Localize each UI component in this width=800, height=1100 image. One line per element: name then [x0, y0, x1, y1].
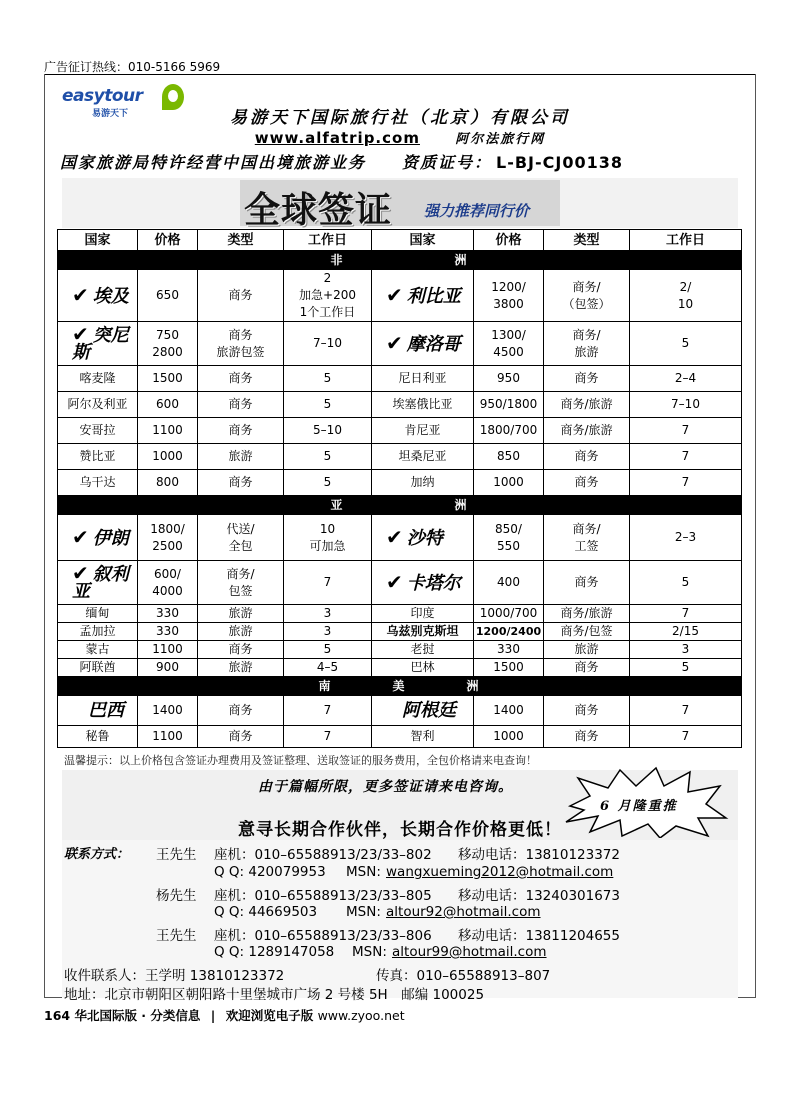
- contact-msn-link[interactable]: altour92@hotmail.com: [386, 904, 541, 920]
- footer-divider: |: [210, 1008, 216, 1023]
- table-cell: 2–3: [630, 515, 742, 561]
- table-cell: 肯尼亚: [372, 418, 474, 444]
- table-cell: 850/ 550: [474, 515, 544, 561]
- table-cell: 1000: [138, 444, 198, 470]
- table-cell: 商务: [544, 444, 630, 470]
- contact-mobile: 移动电话：13240301673: [458, 888, 620, 904]
- contact-landline: 座机：010–65588913/23/33–805: [214, 888, 432, 904]
- table-cell: 商务: [198, 392, 284, 418]
- check-icon: ✔: [386, 282, 403, 307]
- table-cell: 1500: [138, 366, 198, 392]
- country-cell: ✔ 叙利亚: [58, 561, 138, 605]
- table-cell: 750 2800: [138, 322, 198, 366]
- contact-msn-label: MSN:: [352, 944, 387, 960]
- table-cell: 1100: [138, 726, 198, 748]
- table-cell: 商务: [198, 726, 284, 748]
- table-cell: 1000: [474, 470, 544, 496]
- table-cell: 商务: [198, 470, 284, 496]
- country-cell: ✔ 沙特: [372, 515, 474, 561]
- table-cell: 7: [630, 444, 742, 470]
- check-icon: ✔: [72, 282, 89, 307]
- check-icon: ✔: [72, 524, 89, 549]
- banner-subtitle: 强力推荐同行价: [424, 202, 530, 220]
- table-cell: 商务: [198, 418, 284, 444]
- page-number: 164: [44, 1008, 71, 1023]
- table-cell: 1800/ 2500: [138, 515, 198, 561]
- table-cell: 330: [138, 623, 198, 641]
- table-cell: 7: [284, 561, 372, 605]
- check-icon: ✔: [72, 322, 89, 346]
- table-cell: 650: [138, 270, 198, 322]
- contact-msn-label: MSN:: [346, 904, 381, 920]
- contact-landline: 座机：010–65588913/23/33–806: [214, 928, 432, 944]
- table-cell: 商务/旅游: [544, 418, 630, 444]
- table-cell: 330: [138, 605, 198, 623]
- promo-burst-text: 6 月隆重推: [600, 799, 678, 814]
- fax-number: 传真：010–65588913–807: [376, 968, 551, 984]
- table-cell: 商务/ 包签: [198, 561, 284, 605]
- table-cell: 1000: [474, 726, 544, 748]
- table-cell: 商务: [544, 726, 630, 748]
- website-link[interactable]: www.alfatrip.com: [254, 129, 420, 147]
- country-cell: ✔ 卡塔尔: [372, 561, 474, 605]
- table-cell: 商务/旅游: [544, 605, 630, 623]
- alt-site-name: 阿尔法旅行网: [455, 132, 546, 147]
- table-cell: 赞比亚: [58, 444, 138, 470]
- table-cell: 1200/2400: [474, 623, 544, 641]
- footer-section: 华北国际版 · 分类信息: [74, 1008, 201, 1023]
- table-cell: 5: [284, 366, 372, 392]
- table-cell: 坦桑尼亚: [372, 444, 474, 470]
- contact-msn-link[interactable]: altour99@hotmail.com: [392, 944, 547, 960]
- contact-qq: Q Q: 1289147058: [214, 944, 335, 960]
- table-cell: 安哥拉: [58, 418, 138, 444]
- col-header: 类型: [198, 230, 284, 251]
- table-cell: 1100: [138, 418, 198, 444]
- license-text: 国家旅游局特许经营中国出境旅游业务 资质证号：: [60, 153, 493, 172]
- table-cell: 商务/ 旅游: [544, 322, 630, 366]
- more-info-note: 由于篇幅所限，更多签证请来电咨询。: [258, 779, 513, 795]
- table-cell: 600: [138, 392, 198, 418]
- table-cell: 埃塞俄比亚: [372, 392, 474, 418]
- table-cell: 1500: [474, 659, 544, 677]
- table-cell: 商务: [198, 641, 284, 659]
- contact-msn-label: MSN:: [346, 864, 381, 880]
- contact-msn-link[interactable]: wangxueming2012@hotmail.com: [386, 864, 614, 880]
- contact-name: 王先生: [156, 928, 197, 944]
- col-header: 工作日: [284, 230, 372, 251]
- check-icon: ✔: [386, 330, 403, 355]
- table-cell: 1100: [138, 641, 198, 659]
- table-cell: 7: [284, 696, 372, 726]
- table-cell: 商务/包签: [544, 623, 630, 641]
- table-cell: 商务: [198, 696, 284, 726]
- country-cell: ✔ 伊朗: [58, 515, 138, 561]
- contact-label: 联系方式：: [64, 847, 130, 862]
- table-cell: 孟加拉: [58, 623, 138, 641]
- table-cell: 秘鲁: [58, 726, 138, 748]
- table-cell: 3: [284, 623, 372, 641]
- table-cell: 7–10: [284, 322, 372, 366]
- table-cell: 2/15: [630, 623, 742, 641]
- table-row: [58, 515, 742, 561]
- table-cell: 智利: [372, 726, 474, 748]
- table-cell: 乌兹别克斯坦: [372, 623, 474, 641]
- table-cell: 4–5: [284, 659, 372, 677]
- table-cell: 加纳: [372, 470, 474, 496]
- col-header: 工作日: [630, 230, 742, 251]
- contact-name: 杨先生: [156, 888, 197, 904]
- table-row: [58, 366, 742, 392]
- table-row: [58, 641, 742, 659]
- table-cell: 1200/ 3800: [474, 270, 544, 322]
- table-cell: 1400: [138, 696, 198, 726]
- country-cell: ✔ 埃及: [58, 270, 138, 322]
- table-cell: 商务: [198, 270, 284, 322]
- table-cell: 7: [630, 696, 742, 726]
- table-cell: 950/1800: [474, 392, 544, 418]
- region-row-africa: [58, 251, 742, 270]
- table-row: [58, 726, 742, 748]
- contact-qq: Q Q: 420079953: [214, 864, 326, 880]
- table-cell: 2 加急+200 1个工作日: [284, 270, 372, 322]
- license-number: L-BJ-CJ00138: [496, 153, 623, 172]
- banner-title: 全球签证: [244, 190, 393, 231]
- table-cell: 南 美 洲: [58, 677, 742, 696]
- table-cell: 蒙古: [58, 641, 138, 659]
- table-cell: 商务: [544, 659, 630, 677]
- table-row: [58, 623, 742, 641]
- table-cell: 330: [474, 641, 544, 659]
- table-cell: 乌干达: [58, 470, 138, 496]
- logo-brand: easytour: [62, 86, 143, 106]
- table-cell: 商务/ （包签）: [544, 270, 630, 322]
- table-cell: 7: [630, 605, 742, 623]
- col-header: 国家: [58, 230, 138, 251]
- table-cell: 800: [138, 470, 198, 496]
- table-cell: 旅游: [198, 605, 284, 623]
- table-cell: 商务: [544, 366, 630, 392]
- table-cell: 旅游: [198, 659, 284, 677]
- table-cell: 1400: [474, 696, 544, 726]
- table-cell: 5–10: [284, 418, 372, 444]
- table-cell: 旅游: [544, 641, 630, 659]
- table-cell: 巴林: [372, 659, 474, 677]
- contact-landline: 座机：010–65588913/23/33–802: [214, 847, 432, 863]
- table-cell: 2–4: [630, 366, 742, 392]
- table-row: [58, 696, 742, 726]
- table-row: [58, 270, 742, 322]
- col-header: 价格: [474, 230, 544, 251]
- table-cell: 1300/ 4500: [474, 322, 544, 366]
- table-cell: 商务 旅游包签: [198, 322, 284, 366]
- table-cell: 5: [284, 392, 372, 418]
- table-cell: 400: [474, 561, 544, 605]
- table-row: [58, 470, 742, 496]
- table-cell: 5: [630, 659, 742, 677]
- check-icon: ✔: [386, 524, 403, 549]
- table-row: [58, 444, 742, 470]
- table-row: [58, 561, 742, 605]
- table-cell: 5: [284, 641, 372, 659]
- table-cell: 商务/旅游: [544, 392, 630, 418]
- table-cell: 2/ 10: [630, 270, 742, 322]
- region-row-asia: [58, 496, 742, 515]
- table-cell: 阿尔及利亚: [58, 392, 138, 418]
- country-cell: ✔ 利比亚: [372, 270, 474, 322]
- footer-url-link[interactable]: www.zyoo.net: [317, 1008, 405, 1023]
- website-row: [0, 128, 800, 147]
- table-cell: 喀麦隆: [58, 366, 138, 392]
- table-cell: 旅游: [198, 623, 284, 641]
- visa-price-table: [57, 229, 742, 748]
- check-icon: ✔: [72, 561, 89, 585]
- table-cell: 1800/700: [474, 418, 544, 444]
- table-cell: 1000/700: [474, 605, 544, 623]
- col-header: 价格: [138, 230, 198, 251]
- table-row: [58, 418, 742, 444]
- table-cell: 商务: [198, 366, 284, 392]
- table-cell: 尼日利亚: [372, 366, 474, 392]
- table-cell: 5: [630, 561, 742, 605]
- ad-hotline: 广告征订热线：010-5166 5969: [44, 60, 221, 74]
- contact-name: 王先生: [156, 847, 197, 863]
- company-name: 易游天下国际旅行社（北京）有限公司: [230, 108, 570, 128]
- table-cell: 10 可加急: [284, 515, 372, 561]
- postal-address: 地址：北京市朝阳区朝阳路十里堡城市广场 2 号楼 5H 邮编 100025: [64, 987, 485, 1003]
- table-cell: 非 洲: [58, 251, 742, 270]
- table-cell: 缅甸: [58, 605, 138, 623]
- contact-mobile: 移动电话：13810123372: [458, 847, 620, 863]
- table-cell: 5: [284, 470, 372, 496]
- receiver-contact: 收件联系人：王学明 13810123372: [64, 968, 285, 984]
- footer-browse: 欢迎浏览电子版: [225, 1008, 314, 1023]
- country-cell: ✔ 突尼斯: [58, 322, 138, 366]
- table-row: [58, 659, 742, 677]
- license-line: [60, 150, 740, 173]
- table-row: [58, 605, 742, 623]
- logo-subtitle: 易游天下: [92, 109, 129, 119]
- table-cell: 7: [630, 470, 742, 496]
- table-cell: 900: [138, 659, 198, 677]
- table-cell: 商务: [544, 696, 630, 726]
- col-header: 类型: [544, 230, 630, 251]
- partner-slogan: 意寻长期合作伙伴，长期合作价格更低！: [238, 820, 562, 840]
- table-cell: 老挝: [372, 641, 474, 659]
- table-cell: 亚 洲: [58, 496, 742, 515]
- table-cell: 850: [474, 444, 544, 470]
- table-cell: 商务: [544, 470, 630, 496]
- tip-note: 温馨提示：以上价格包含签证办理费用及签证整理、送取签证的服务费用，全包价格请来电查询！: [64, 754, 537, 767]
- table-row: [58, 392, 742, 418]
- table-cell: 5: [284, 444, 372, 470]
- check-icon: ✔: [386, 569, 403, 594]
- table-cell: 3: [630, 641, 742, 659]
- table-cell: 600/ 4000: [138, 561, 198, 605]
- table-cell: 3: [284, 605, 372, 623]
- country-cell: 阿根廷: [372, 696, 474, 726]
- region-row-south-america: [58, 677, 742, 696]
- country-cell: 巴西: [58, 696, 138, 726]
- table-cell: 印度: [372, 605, 474, 623]
- table-cell: 7–10: [630, 392, 742, 418]
- table-cell: 7: [630, 418, 742, 444]
- table-cell: 950: [474, 366, 544, 392]
- country-cell: ✔ 摩洛哥: [372, 322, 474, 366]
- table-cell: 旅游: [198, 444, 284, 470]
- table-cell: 7: [284, 726, 372, 748]
- table-cell: 商务/ 工签: [544, 515, 630, 561]
- contact-qq: Q Q: 44669503: [214, 904, 318, 920]
- table-row: [58, 322, 742, 366]
- col-header: 国家: [372, 230, 474, 251]
- table-cell: 阿联酋: [58, 659, 138, 677]
- page-footer: [44, 1006, 405, 1024]
- table-header-row: [58, 230, 742, 251]
- table-cell: 商务: [544, 561, 630, 605]
- table-cell: 代送/ 全包: [198, 515, 284, 561]
- table-cell: 7: [630, 726, 742, 748]
- table-cell: 5: [630, 322, 742, 366]
- contact-mobile: 移动电话：13811204655: [458, 928, 620, 944]
